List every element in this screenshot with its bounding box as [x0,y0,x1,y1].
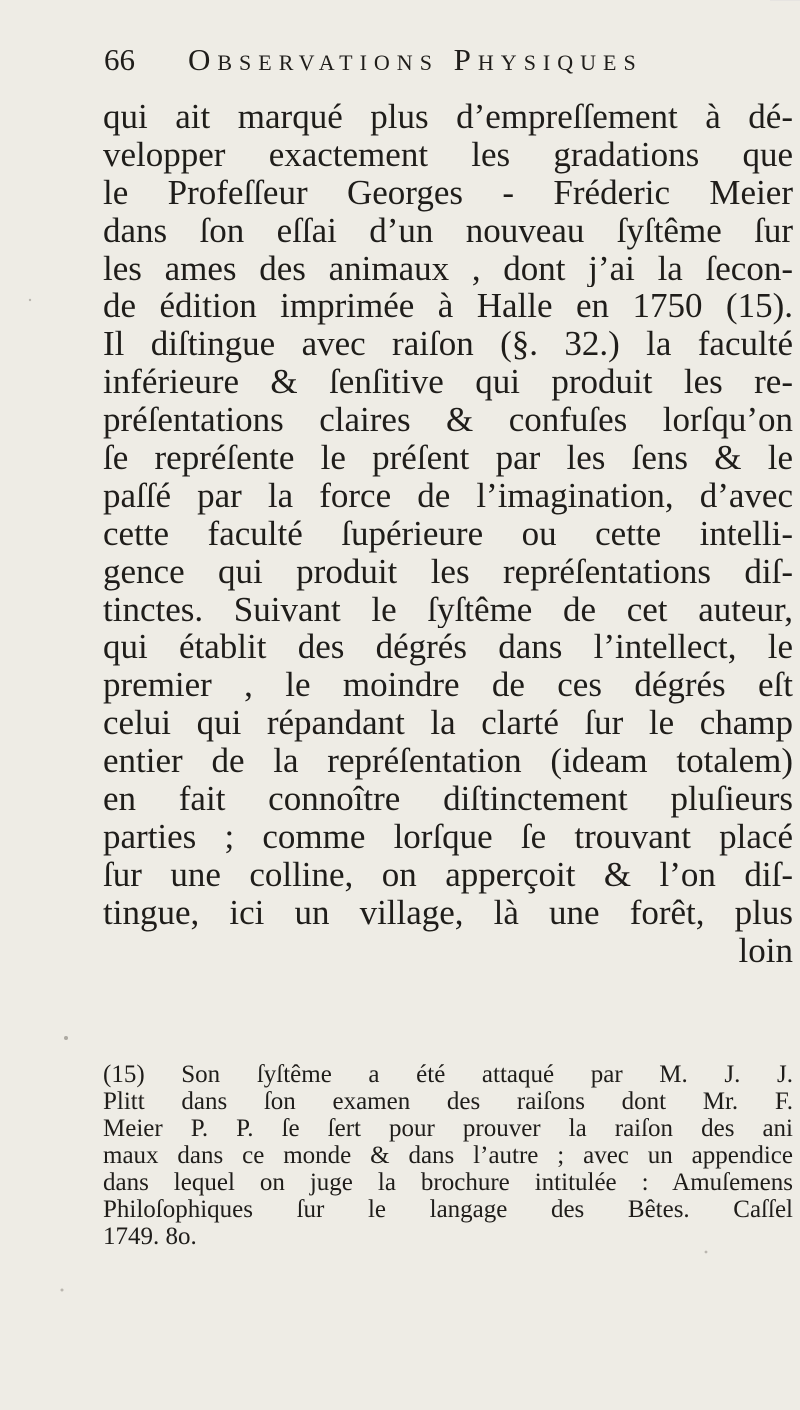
text-line: le Profeſſeur Georges - Fréderic Meier [103,173,793,212]
main-text [103,98,793,969]
footnote-line: maux dans ce monde & dans l’autre ; avec un appendice [103,1142,793,1169]
text-line: tinctes. Suivant le ſyſtême de cet auteur, [103,590,793,629]
footnote-line: Meier P. P. ſe ſert pour prouver la raiſon des ani [103,1115,793,1142]
page-number: 66 [104,42,135,77]
text-line: qui ait marqué plus d’empreſſement à dé- [103,98,793,136]
text-line: ſur une colline, on apperçoit & l’on diſ- [103,855,793,894]
footnote-line: Plitt dans ſon examen des raiſons dont Mr. F. [103,1088,793,1115]
text-line: en fait connoître diſtinctement pluſieurs [103,780,793,818]
text-line: entier de la repréſentation (ideam totalem) [103,742,793,781]
text-line: parties ; comme lorſque ſe trouvant placé [103,817,793,856]
footnote-line: Philoſophiques ſur le langage des Bêtes. Caſſel [103,1196,793,1223]
footnote-line: 1749. 8o. [103,1223,197,1250]
text-line: inférieure & ſenſitive qui produit les re- [103,363,793,402]
text-line: premier , le moindre de ces dégrés eſt [103,666,793,705]
running-title: Observations Physiques [188,42,643,77]
text-line: dans ſon eſſai d’un nouveau ſyſtême ſur [103,211,793,250]
footnote-line: (15) Son ſyſtême a été attaqué par M. J. J. [103,1061,793,1088]
text-line: ſe repréſente le préſent par les ſens & le [103,439,793,477]
text-line: les ames des animaux , dont j’ai la ſecon- [103,249,793,288]
text-line: de édition imprimée à Halle en 1750 (15). [103,287,793,326]
text-line: celui qui répandant la clarté ſur le champ [103,704,793,743]
text-line: tingue, ici un village, là une forêt, plus [103,893,793,932]
running-header [104,42,794,92]
text-line: Il diſtingue avec raiſon (§. 32.) la faculté [103,325,793,364]
text-line: paſſé par la force de l’imagination, d’avec [103,476,793,515]
footnote-line: dans lequel on juge la brochure intitulée : Amuſemens [103,1169,793,1196]
text-line: velopper exactement les gradations que [103,135,793,174]
text-line: préſentations claires & confuſes lorſqu’on [103,401,793,440]
footnote [103,1061,793,1250]
text-line: qui établit des dégrés dans l’intellect, le [103,628,793,667]
text-line: cette faculté ſupérieure ou cette intelli- [103,514,793,553]
catchword: loin [738,931,793,970]
text-line: gence qui produit les repréſentations diſ- [103,552,793,591]
